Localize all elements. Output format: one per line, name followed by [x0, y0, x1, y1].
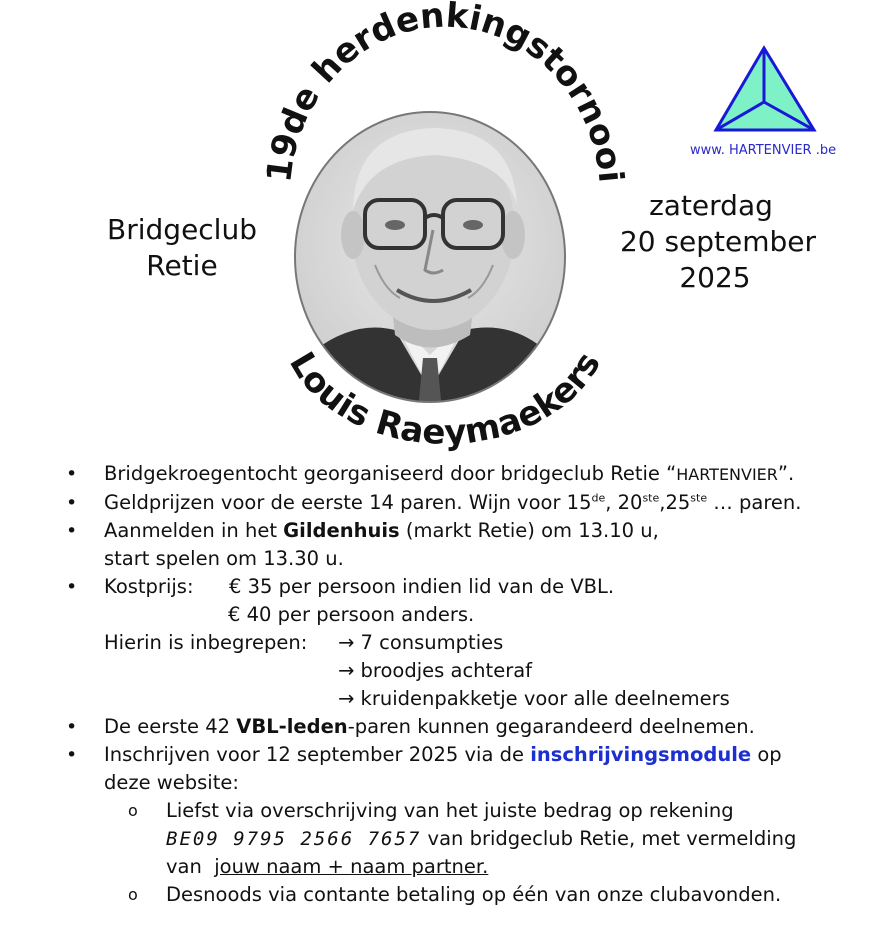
- text: Liefst via overschrijving van het juiste bedrag op rekening: [166, 799, 734, 822]
- club-short-name: HARTENVIER: [676, 465, 778, 484]
- text: (markt Retie) om 13.10 u,: [399, 519, 659, 542]
- text: Inschrijven voor 12 september 2025 via de: [104, 743, 531, 766]
- list-item: [62, 517, 872, 573]
- arc-top-text: 19de herdenkingstornooi: [259, 0, 631, 185]
- event-date: [608, 188, 828, 296]
- website-link[interactable]: www. HARTENVIER .be: [690, 143, 837, 158]
- text: Bridgekroegentocht georganiseerd door bridgeclub Retie “: [104, 462, 677, 485]
- list-item: [62, 713, 872, 741]
- price-other: € 40 per persoon anders.: [228, 603, 475, 626]
- mention-line: [166, 853, 872, 881]
- ordinal: de: [591, 491, 606, 505]
- text: … paren.: [707, 491, 802, 514]
- included-label: Hierin is inbegrepen:: [104, 631, 308, 654]
- club-name: [92, 212, 272, 284]
- included-item: → broodjes achteraf: [338, 659, 533, 682]
- list-item: [62, 489, 872, 517]
- bullet-icon: •: [66, 744, 78, 766]
- sub-list-item: [62, 797, 872, 881]
- text: deze website:: [104, 771, 239, 794]
- bullet-icon: •: [66, 492, 78, 514]
- circle-bullet-icon: o: [128, 801, 138, 820]
- sub-list-item: [62, 881, 872, 909]
- included-item: → kruidenpakketje voor alle deelnemers: [338, 687, 730, 710]
- text: van: [166, 855, 215, 878]
- bank-account-number: BE09 9795 2566 7657: [166, 828, 422, 850]
- iban-line: [166, 825, 872, 853]
- text: De eerste 42: [104, 715, 237, 738]
- vbl-members: VBL-leden: [236, 715, 348, 738]
- text: , 20: [605, 491, 643, 514]
- date-day-month: 20 september: [619, 225, 817, 258]
- price-label: Kostprijs:: [104, 575, 194, 598]
- text: -paren kunnen gegarandeerd deelnemen.: [347, 715, 755, 738]
- registration-module-link[interactable]: inschrijvingsmodule: [530, 743, 752, 766]
- list-item: [62, 460, 872, 489]
- circle-bullet-icon: o: [128, 885, 138, 904]
- ordinal: ste: [642, 491, 660, 505]
- included-block: [104, 629, 872, 657]
- included-item: → 7 consumpties: [338, 631, 504, 654]
- bullet-icon: •: [66, 576, 78, 598]
- arc-bottom-text: Louis Raeymaekers: [281, 345, 609, 453]
- ordinal: ste: [690, 491, 708, 505]
- text: ”.: [777, 462, 795, 485]
- price-member: € 35 per persoon indien lid van de VBL.: [229, 575, 615, 598]
- info-list: [62, 460, 872, 909]
- venue-name: Gildenhuis: [283, 519, 400, 542]
- text: Geldprijzen voor de eerste 14 paren. Wijn voor 15: [104, 491, 592, 514]
- club-line-1: Bridgeclub: [107, 213, 257, 246]
- club-line-2: Retie: [146, 249, 218, 282]
- text: Aanmelden in het: [104, 519, 284, 542]
- bullet-icon: •: [66, 520, 78, 542]
- date-weekday: zaterdag: [649, 189, 773, 222]
- bullet-icon: •: [66, 463, 78, 485]
- list-item: [62, 741, 872, 797]
- date-year: 2025: [679, 261, 751, 294]
- bullet-icon: •: [66, 716, 78, 738]
- text: op: [751, 743, 782, 766]
- list-item: [62, 573, 872, 713]
- hartenvier-logo-icon: [712, 44, 817, 134]
- mention-text: jouw naam + naam partner.: [214, 855, 489, 878]
- text: start spelen om 13.30 u.: [104, 547, 344, 570]
- text: van bridgeclub Retie, met vermelding: [421, 827, 797, 850]
- text: Desnoods via contante betaling op één van onze clubavonden.: [166, 883, 782, 906]
- text: ,25: [659, 491, 691, 514]
